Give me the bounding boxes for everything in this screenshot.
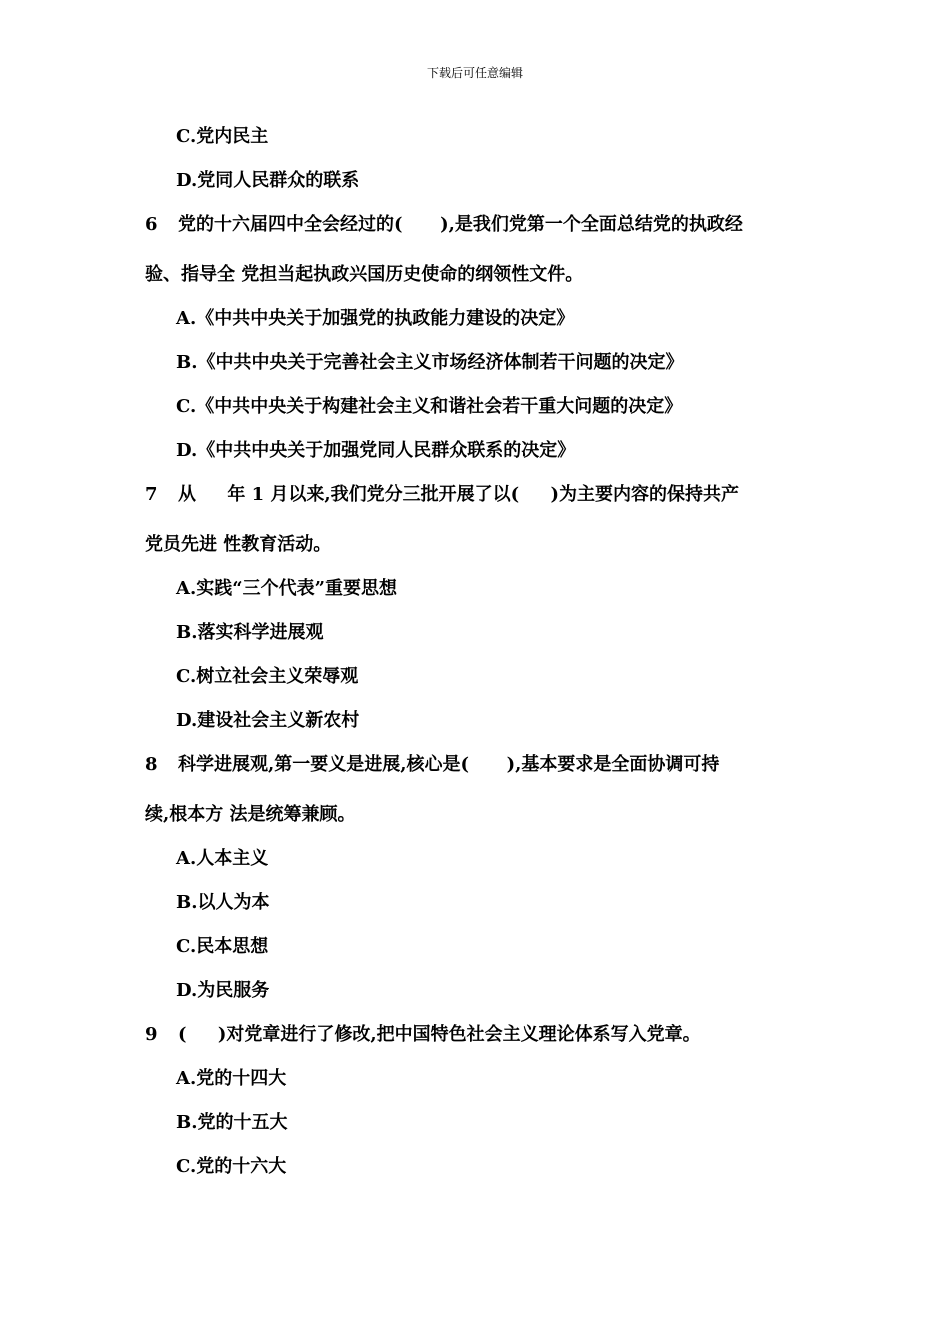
option-a-q9: A.党的十四大 [176,1068,287,1089]
question-8 [145,752,719,778]
option-c-q8: C.民本思想 [176,936,269,957]
question-number: 7 [145,484,158,505]
page-header: 下载后可任意编辑 [426,66,523,80]
question-text: ( )对党章进行了修改,把中国特色社会主义理论体系写入党章。 [178,1024,701,1045]
question-number: 8 [145,754,158,775]
option-b-q8: B.以人为本 [176,892,270,913]
question-9 [145,1022,701,1048]
question-text: 从 年 1 月以来,我们党分三批开展了以( )为主要内容的保持共产 [178,484,740,505]
option-d-q7: D.建设社会主义新农村 [176,710,360,731]
option-c-q7: C.树立社会主义荣辱观 [176,666,359,687]
option-c-q5: C.党内民主 [176,126,269,147]
option-b-q6: B.《中共中央关于完善社会主义市场经济体制若干问题的决定》 [176,352,684,373]
option-d-q5: D.党同人民群众的联系 [176,170,360,191]
option-b-q7: B.落实科学进展观 [176,622,324,643]
question-7-continuation: 党员先进 性教育活动。 [145,534,332,555]
option-a-q6: A.《中共中央关于加强党的执政能力建设的决定》 [176,308,575,329]
option-d-q8: D.为民服务 [176,980,270,1001]
question-6-continuation: 验、指导全 党担当起执政兴国历史使命的纲领性文件。 [145,264,584,285]
question-8-continuation: 续,根本方 法是统筹兼顾。 [145,804,356,825]
option-c-q9: C.党的十六大 [176,1156,287,1177]
option-d-q6: D.《中共中央关于加强党同人民群众联系的决定》 [176,440,576,461]
question-text: 科学进展观,第一要义是进展,核心是( ),基本要求是全面协调可持 [178,754,720,775]
question-text: 党的十六届四中全会经过的( ),是我们党第一个全面总结党的执政经 [178,214,743,235]
question-number: 9 [145,1024,158,1045]
option-c-q6: C.《中共中央关于构建社会主义和谐社会若干重大问题的决定》 [176,396,683,417]
option-a-q8: A.人本主义 [176,848,269,869]
option-a-q7: A.实践“三个代表”重要思想 [176,578,397,599]
question-7 [145,482,739,508]
question-number: 6 [145,214,158,235]
option-b-q9: B.党的十五大 [176,1112,288,1133]
question-6 [145,212,743,238]
